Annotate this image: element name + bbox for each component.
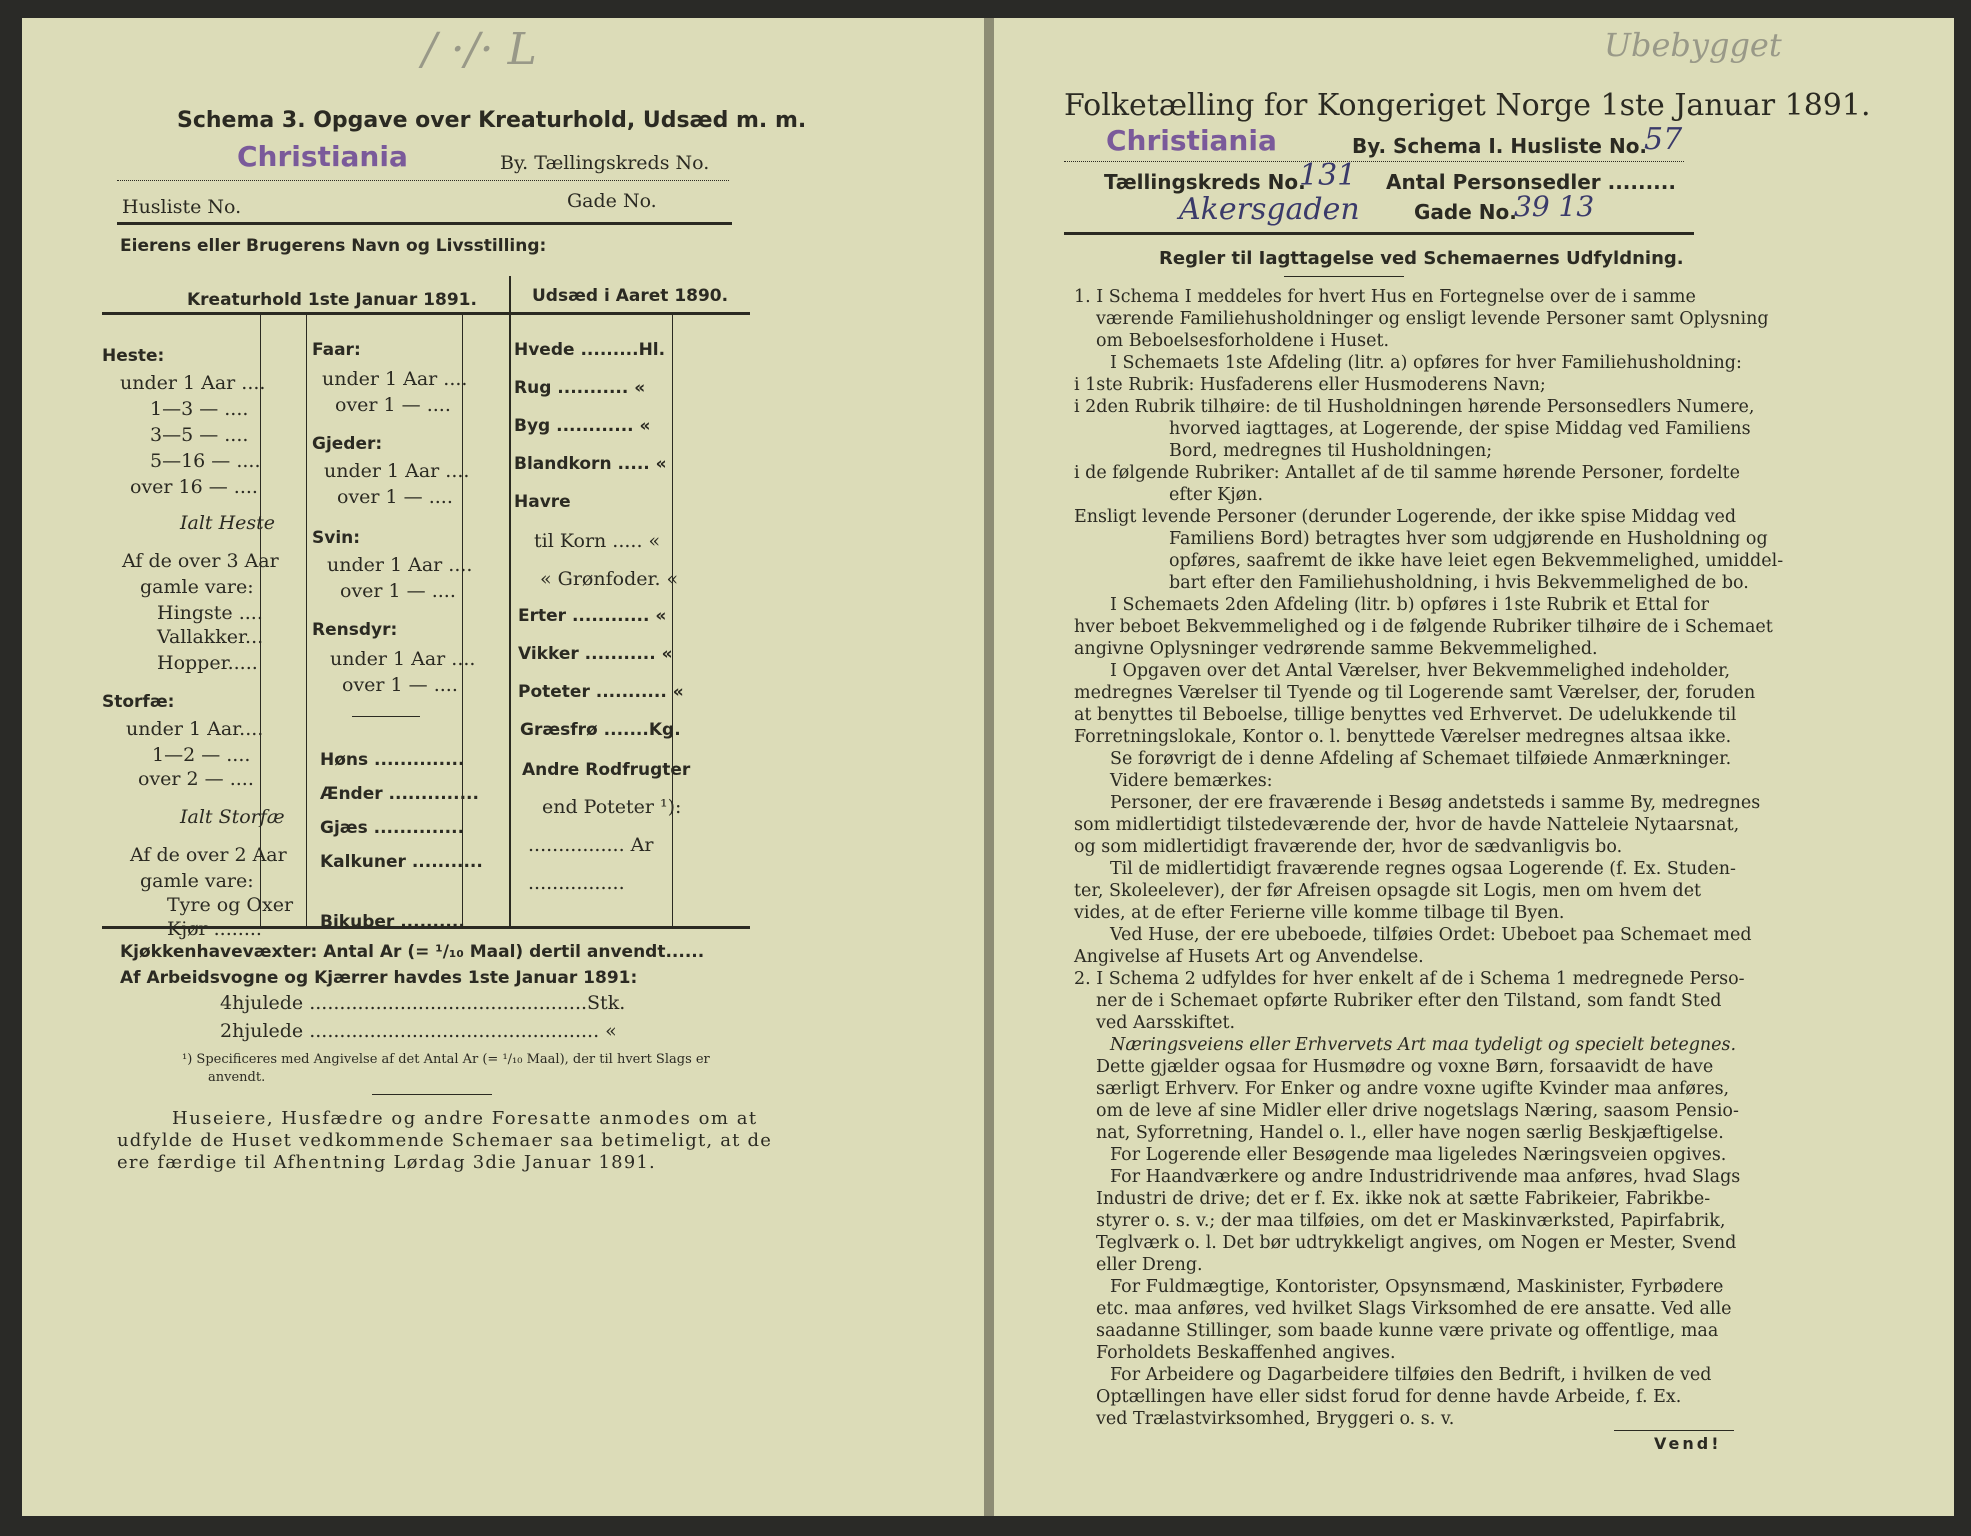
divider <box>509 276 511 316</box>
col-line <box>306 314 307 928</box>
table-top-rule <box>102 312 750 315</box>
rule-line: ner de i Schemaet opførte Rubriker efter den Tilstand, som fandt Sted <box>1096 991 1722 1011</box>
rule-line: i 2den Rubrik tilhøire: de til Husholdningen hørende Personsedlers Numere, <box>1074 397 1755 417</box>
row-label: 3—5 — .... <box>150 424 249 446</box>
rule-line: Forretningslokale, Kontor o. l. benyttede Værelser medregnes altsaa ikke. <box>1074 727 1732 747</box>
row-label: ................ Ar <box>528 834 654 856</box>
hjul4-line: 4hjulede ..............................................Stk. <box>220 992 626 1014</box>
rule-line: angivne Oplysninger vedrørende samme Bekvemmelighed. <box>1074 639 1598 659</box>
rule-line: Industri de drive; det er f. Ex. ikke nok at sætte Fabrikeier, Fabrikbe- <box>1096 1189 1711 1209</box>
hons-label: Høns .............. <box>320 750 465 770</box>
row-label: 1—3 — .... <box>150 398 249 420</box>
gade-label: Gade No. <box>1414 200 1517 224</box>
vend-label: Vend! <box>1654 1434 1722 1453</box>
rule-line: Familiens Bord) betragtes hver som udgjørende en Husholdning og <box>1169 529 1768 549</box>
rule-line: I Schemaets 1ste Afdeling (litr. a) opføres for hver Familiehusholdning: <box>1110 353 1742 373</box>
rule-line: at benyttes til Beboelse, tillige benyttes ved Erhvervet. De udelukkende til <box>1074 705 1737 725</box>
short-rule <box>372 1094 492 1095</box>
rule-line: bart efter den Familiehusholdning, i hvis Bekvemmelighed de bo. <box>1169 573 1749 593</box>
rule-line: Til de midlertidigt fraværende regnes ogsaa Logerende (f. Ex. Studen- <box>1110 859 1736 879</box>
rule-line: Angivelse af Husets Art og Anvendelse. <box>1074 947 1424 967</box>
byg-label: Byg ............ « <box>514 416 651 436</box>
rule-line: Videre bemærkes: <box>1110 771 1273 791</box>
rule-line: I Opgaven over det Antal Værelser, hver Bekvemmelighed indeholder, <box>1110 661 1731 681</box>
rule-line: I Schemaets 2den Afdeling (litr. b) opføres i 1ste Rubrik et Ettal for <box>1110 595 1709 615</box>
rule-line: 1. I Schema I meddeles for hvert Hus en Fortegnelse over de i samme <box>1074 287 1696 307</box>
city-stamp: Christiania <box>1106 124 1277 157</box>
row-label: Af de over 3 Aar <box>122 550 279 572</box>
rule-line: vides, at de efter Ferierne ville komme tilbage til Byen. <box>1074 903 1565 923</box>
header-rule <box>1064 232 1694 235</box>
row-label: under 1 Aar .... <box>324 460 470 482</box>
rule-line: etc. maa anføres, ved hvilket Slags Virksomhed de ere ansatte. Ved alle <box>1096 1299 1732 1319</box>
hjul2-line: 2hjulede ................................................ « <box>220 1020 617 1042</box>
rule-line: opføres, saafremt de ikke have leiet egen Bekvemmelighed, umiddel- <box>1169 551 1784 571</box>
hvede-label: Hvede .........Hl. <box>514 340 666 360</box>
book-gutter <box>984 18 994 1516</box>
heste-label: Heste: <box>102 346 165 366</box>
rule-line: efter Kjøn. <box>1169 485 1264 505</box>
row-label: til Korn ..... « <box>534 530 661 552</box>
row-label: end Poteter ¹): <box>542 796 682 818</box>
rule-line: ter, Skoleelever), der før Afreisen opsagde sit Logis, men om hvem det <box>1074 881 1702 901</box>
udsaed-header: Udsæd i Aaret 1890. <box>532 286 729 306</box>
row-label: Hingste .... <box>157 602 263 624</box>
rule-line: saadanne Stillinger, som baade kunne være private og offentlige, maa <box>1096 1321 1719 1341</box>
rule-line: hver beboet Bekvemmelighed og i de følgende Rubriker tilhøire de i Schemaet <box>1074 617 1773 637</box>
gjaes-label: Gjæs .............. <box>320 818 465 838</box>
gade-label: Gade No. <box>567 190 657 212</box>
row-label: gamle vare: <box>140 870 254 892</box>
schema-line: By. Schema I. Husliste No. <box>1352 134 1648 158</box>
rule-line: For Logerende eller Besøgende maa ligeledes Næringsveien opgives. <box>1110 1145 1727 1165</box>
short-rule <box>352 716 420 717</box>
footnote: anvendt. <box>208 1070 266 1085</box>
graesfro-label: Græsfrø .......Kg. <box>520 720 681 740</box>
row-label: over 2 — .... <box>138 768 254 790</box>
col-line <box>509 314 511 928</box>
rule-line: værende Familiehusholdninger og ensligt levende Personer samt Oplysning <box>1096 309 1769 329</box>
row-label: over 1 — .... <box>340 580 456 602</box>
row-label: over 1 — .... <box>337 486 453 508</box>
row-label: over 1 — .... <box>335 394 451 416</box>
closing-line: udfylde de Huset vedkommende Schemaer saa betimeligt, at de <box>117 1130 773 1151</box>
rule-line: Forholdets Beskaffenhed angives. <box>1096 1343 1396 1363</box>
short-rule <box>1284 276 1404 277</box>
kreaturhold-header: Kreaturhold 1ste Januar 1891. <box>187 290 477 310</box>
husliste-number: 57 <box>1644 122 1683 157</box>
rule-line: Se forøvrigt de i denne Afdeling af Schemaet tilføiede Anmærkninger. <box>1110 749 1732 769</box>
row-label: under 1 Aar .... <box>330 648 476 670</box>
rule-line: medregnes Værelser til Tyende og til Logerende samt Værelser, der, foruden <box>1074 683 1756 703</box>
header-rule <box>117 222 732 225</box>
rule-line: nat, Syforretning, Handel o. l., eller have nogen særlig Beskjæftigelse. <box>1096 1123 1724 1143</box>
rule-line: 2. I Schema 2 udfyldes for hver enkelt af de i Schema 1 medregnede Perso- <box>1074 969 1745 989</box>
rule-line: i 1ste Rubrik: Husfaderens eller Husmoderens Navn; <box>1074 375 1546 395</box>
kalkuner-label: Kalkuner ........... <box>320 852 483 872</box>
row-label: under 1 Aar .... <box>327 554 473 576</box>
husliste-label: Husliste No. <box>122 196 242 218</box>
faar-label: Faar: <box>312 340 361 360</box>
row-label: « Grønfoder. « <box>540 568 679 590</box>
kjokkenhave-line: Kjøkkenhavevæxter: Antal Ar (= ¹/₁₀ Maal) dertil anvendt...... <box>120 942 705 962</box>
erter-label: Erter ............ « <box>518 606 667 626</box>
row-label: Tyre og Oxer <box>167 894 294 916</box>
rug-label: Rug ........... « <box>514 378 646 398</box>
row-label: Kjør ........ <box>167 918 262 940</box>
rule-line: hvorved iagttages, at Logerende, der spise Middag ved Familiens <box>1169 419 1751 439</box>
rule-line: om Beboelsesforholdene i Huset. <box>1096 331 1390 351</box>
street-name: Akersgaden <box>1179 192 1360 227</box>
row-label: under 1 Aar.... <box>126 718 264 740</box>
schema3-title: Schema 3. Opgave over Kreaturhold, Udsæd m. m. <box>177 108 807 133</box>
rule-line: Teglværk o. l. Det bør udtrykkeligt angives, om Nogen er Mester, Svend <box>1096 1233 1737 1253</box>
rule-line: ved Aarsskiftet. <box>1096 1013 1236 1033</box>
rules-text <box>1074 286 1784 1430</box>
row-label: over 16 — .... <box>130 476 258 498</box>
svin-label: Svin: <box>312 528 361 548</box>
rule-line: Personer, der ere fraværende i Besøg andetsteds i samme By, medregnes <box>1110 793 1761 813</box>
rule-line: som midlertidigt tilstedeværende der, hvor de havde Natteleie Nytaarsnat, <box>1074 815 1740 835</box>
pencil-note: Ubebygget <box>1604 26 1782 64</box>
gade-number: 39 13 <box>1514 190 1595 223</box>
rules-title: Regler til Iagttagelse ved Schemaernes Udfyldning. <box>1159 248 1684 269</box>
kreds-label: Tællingskreds No. <box>1104 170 1306 194</box>
poteter-label: Poteter ........... « <box>518 682 684 702</box>
closing-line: Huseiere, Husfædre og andre Foresatte anmodes om at <box>172 1108 758 1129</box>
rule-line: Dette gjælder ogsaa for Husmødre og voxne Børn, forsaavidt de have <box>1096 1057 1714 1077</box>
rule <box>1064 161 1684 163</box>
rule-line: i de følgende Rubriker: Antallet af de til samme hørende Personer, fordelte <box>1074 463 1740 483</box>
arbeidsvogne-line: Af Arbeidsvogne og Kjærrer havdes 1ste Januar 1891: <box>120 968 638 988</box>
rule-line: For Haandværkere og andre Industridrivende maa anføres, hvad Slags <box>1110 1167 1741 1187</box>
ialt-storfae: Ialt Storfæ <box>180 806 285 828</box>
city-stamp: Christiania <box>237 140 408 173</box>
row-label: over 1 — .... <box>342 674 458 696</box>
row-label: gamle vare: <box>140 576 254 598</box>
rule-line: For Arbeidere og Dagarbeidere tilføies den Bedrift, i hvilken de ved <box>1110 1365 1712 1385</box>
row-label: Af de over 2 Aar <box>130 844 287 866</box>
antal-label: Antal Personsedler ......... <box>1386 170 1676 194</box>
footnote: ¹) Specificeres med Angivelse af det Antal Ar (= ¹/₁₀ Maal), der til hvert Slags er <box>182 1052 710 1067</box>
bikuber-label: Bikuber .......... <box>320 912 465 932</box>
short-rule <box>1614 1430 1734 1431</box>
kreds-number: 131 <box>1299 158 1357 193</box>
left-page <box>22 18 984 1516</box>
owner-label: Eierens eller Brugerens Navn og Livsstilling: <box>120 236 547 256</box>
row-label: Hopper..... <box>157 652 258 674</box>
right-page <box>994 18 1954 1516</box>
storfae-label: Storfæ: <box>102 692 175 712</box>
rule-line: Bord, medregnes til Husholdningen; <box>1169 441 1493 461</box>
closing-line: ere færdige til Afhentning Lørdag 3die Januar 1891. <box>117 1152 656 1173</box>
row-label: under 1 Aar .... <box>322 368 468 390</box>
ialt-heste: Ialt Heste <box>180 512 276 534</box>
rule-line: Næringsveiens eller Erhvervets Art maa tydeligt og specielt betegnes. <box>1110 1035 1737 1055</box>
rule-line: For Fuldmægtige, Kontorister, Opsynsmænd, Maskinister, Fyrbødere <box>1110 1277 1724 1297</box>
rule-line: Optællingen have eller sidst forud for denne havde Arbeide, f. Ex. <box>1096 1387 1682 1407</box>
rule-line: eller Dreng. <box>1096 1255 1203 1275</box>
census-title: Folketælling for Kongeriget Norge 1ste Januar 1891. <box>1064 88 1871 123</box>
rule-line: Ensligt levende Personer (derunder Logerende, der ikke spise Middag ved <box>1074 507 1737 527</box>
andre-rodfrugter-label: Andre Rodfrugter <box>522 760 691 780</box>
rule-line: Ved Huse, der ere ubeboede, tilføies Ordet: Ubeboet paa Schemaet med <box>1110 925 1752 945</box>
rule-line: særligt Erhverv. For Enker og andre voxne ugifte Kvinder maa anføres, <box>1096 1079 1730 1099</box>
by-tellingskreds-label: By. Tællingskreds No. <box>500 152 710 174</box>
rule <box>117 180 729 182</box>
havre-label: Havre <box>514 492 571 512</box>
aender-label: Ænder .............. <box>320 784 479 804</box>
row-label: Vallakker... <box>157 626 264 648</box>
vikker-label: Vikker ........... « <box>518 644 673 664</box>
rule-line: om de leve af sine Midler eller drive nogetslags Næring, saasom Pensio- <box>1096 1101 1739 1121</box>
blandkorn-label: Blandkorn ..... « <box>514 454 667 474</box>
row-label: 5—16 — .... <box>150 450 261 472</box>
rule-line: ved Trælastvirksomhed, Bryggeri o. s. v. <box>1096 1409 1455 1429</box>
row-label: under 1 Aar .... <box>120 372 266 394</box>
rensdyr-label: Rensdyr: <box>312 620 398 640</box>
row-label: 1—2 — .... <box>152 744 251 766</box>
col-line <box>672 314 673 928</box>
rule-line: og som midlertidigt fraværende der, hvor de sædvanligvis bo. <box>1074 837 1623 857</box>
pencil-marks: / ·/· L <box>422 24 537 75</box>
gjeder-label: Gjeder: <box>312 434 383 454</box>
rule-line: styrer o. s. v.; der maa tilføies, om det er Maskinværksted, Papirfabrik, <box>1096 1211 1726 1231</box>
row-label: ................ <box>528 872 625 894</box>
